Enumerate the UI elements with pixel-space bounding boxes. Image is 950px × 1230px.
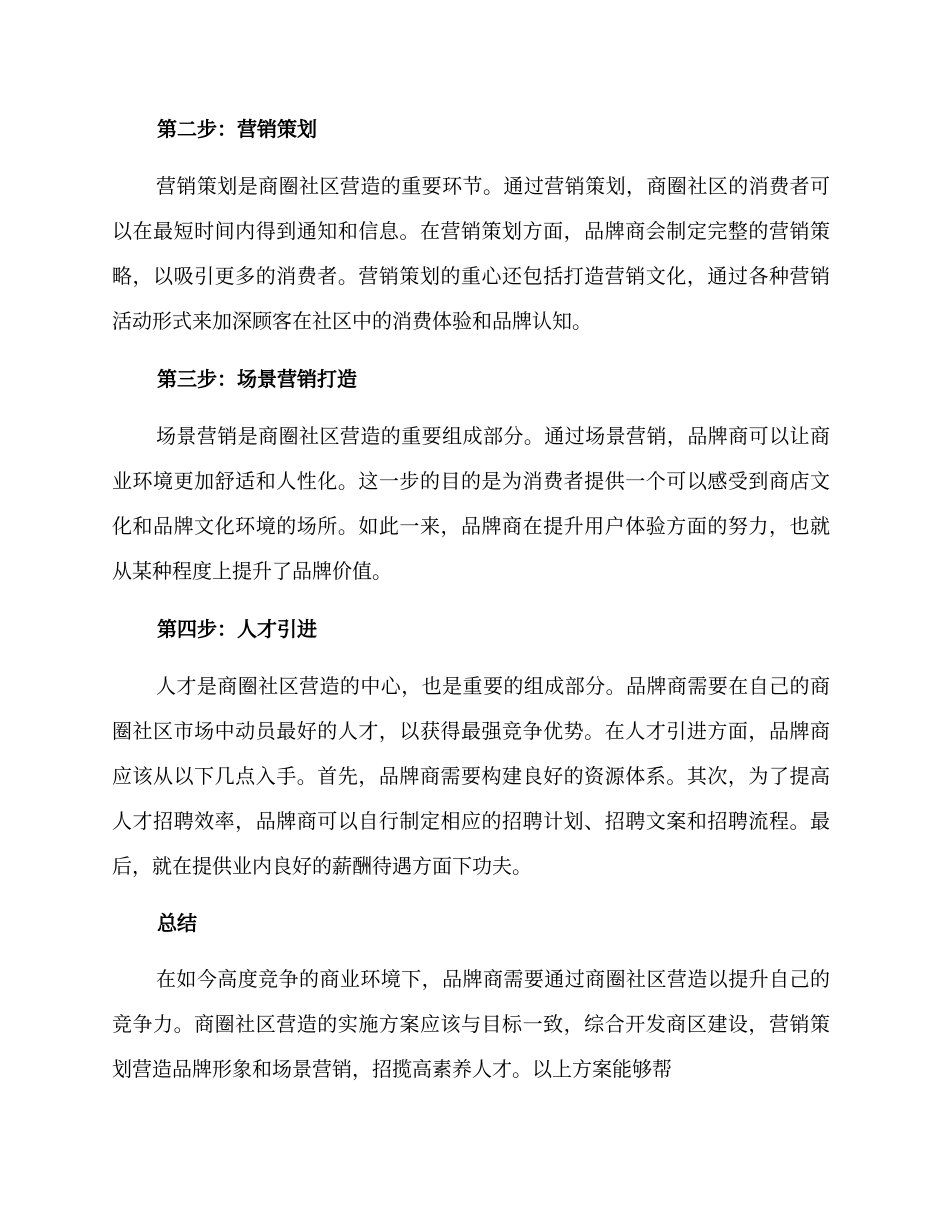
section-body-marketing-planning: 营销策划是商圈社区营造的重要环节。通过营销策划，商圈社区的消费者可以在最短时间内得到通知和信息。在营销策划方面，品牌商会制定完整的营销策略，以吸引更多的消费者。营销策划的重心还包括打造营销文化，通过各种营销活动形式来加深顾客在社区中的消费体验和品牌认知。 — [112, 174, 830, 333]
section-body-scene-marketing: 场景营销是商圈社区营造的重要组成部分。通过场景营销，品牌商可以让商业环境更加舒适和人性化。这一步的目的是为消费者提供一个可以感受到商店文化和品牌文化环境的场所。如此一来，品牌商在提升用户体验方面的努力，也就从某种程度上提升了品牌价值。 — [112, 424, 830, 583]
section-heading-scene-marketing: 第三步：场景营销打造 — [157, 367, 357, 391]
section-body-summary: 在如今高度竞争的商业环境下，品牌商需要通过商圈社区营造以提升自己的竞争力。商圈社区营造的实施方案应该与目标一致，综合开发商区建设，营销策划营造品牌形象和场景营销，招揽高素养人才。以上方案能够帮 — [112, 967, 830, 1081]
section-heading-talent-recruitment: 第四步：人才引进 — [157, 617, 317, 641]
section-heading-summary: 总结 — [157, 911, 197, 935]
section-heading-marketing-planning: 第二步：营销策划 — [157, 117, 317, 141]
section-body-talent-recruitment: 人才是商圈社区营造的中心，也是重要的组成部分。品牌商需要在自己的商圈社区市场中动员最好的人才，以获得最强竞争优势。在人才引进方面，品牌商应该从以下几点入手。首先，品牌商需要构建良好的资源体系。其次，为了提高人才招聘效率，品牌商可以自行制定相应的招聘计划、招聘文案和招聘流程。最后，就在提供业内良好的薪酬待遇方面下功夫。 — [112, 674, 830, 878]
